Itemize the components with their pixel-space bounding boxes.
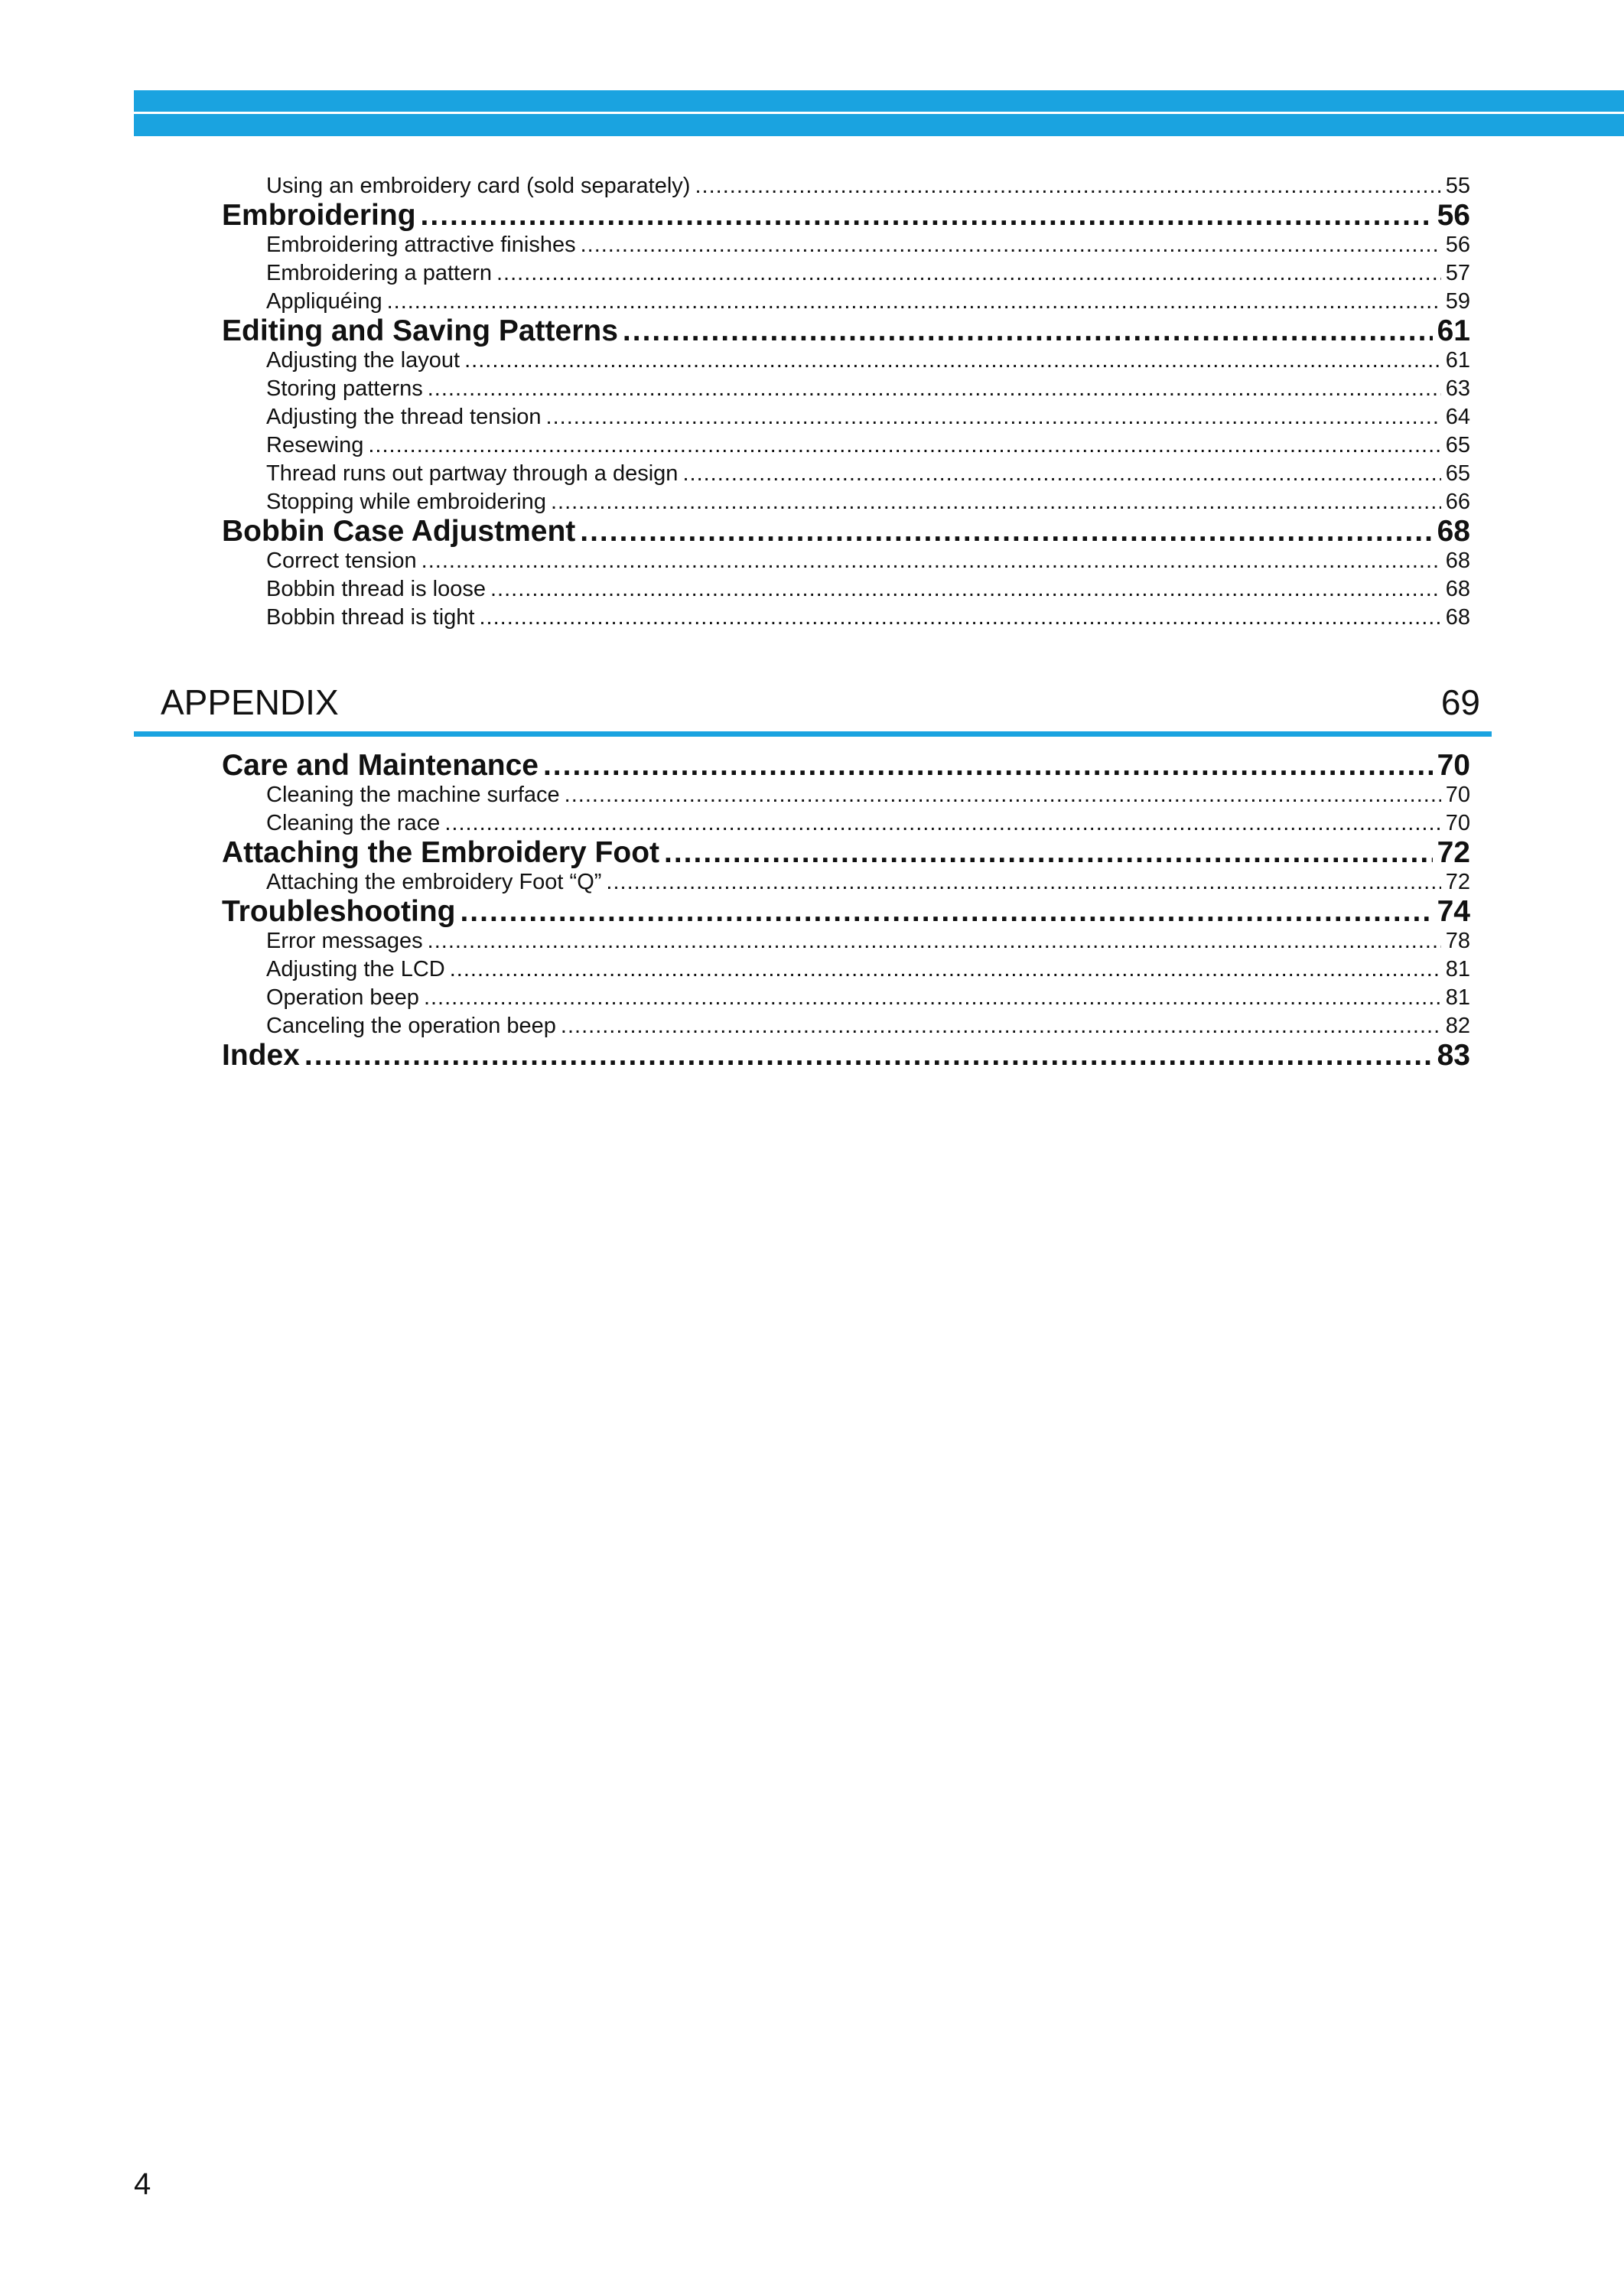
- toc-entry-page: 68: [1445, 549, 1470, 573]
- dot-leader: [450, 955, 1441, 984]
- toc-entry-label: Error messages: [266, 929, 423, 953]
- toc-entry-page: 55: [1445, 174, 1470, 198]
- toc-entry[interactable]: [222, 488, 1470, 516]
- toc-entry-label: Operation beep: [266, 985, 419, 1010]
- toc-entry-page: 82: [1445, 1014, 1470, 1038]
- toc-entry-label: Cleaning the machine surface: [266, 783, 560, 807]
- appendix-page: 69: [1440, 682, 1480, 722]
- dot-leader: [428, 927, 1441, 955]
- toc-entry-page: 81: [1445, 957, 1470, 981]
- dot-leader: [543, 750, 1433, 781]
- dot-leader: [479, 604, 1440, 632]
- dot-leader: [623, 316, 1433, 347]
- toc-heading-page: 68: [1437, 515, 1470, 548]
- toc-entry-page: 65: [1445, 433, 1470, 457]
- toc-heading-label: Bobbin Case Adjustment: [222, 515, 576, 548]
- toc-entry-page: 56: [1445, 233, 1470, 257]
- toc-section-heading[interactable]: [222, 200, 1470, 231]
- toc-entry[interactable]: [222, 955, 1470, 984]
- dot-leader: [421, 547, 1441, 575]
- toc-entry-page: 68: [1445, 605, 1470, 630]
- toc-entry-page: 78: [1445, 929, 1470, 953]
- dot-leader: [561, 1012, 1441, 1040]
- toc-heading-page: 56: [1437, 199, 1470, 232]
- toc-appendix-section: [222, 750, 1470, 1071]
- page-number: 4: [134, 2167, 151, 2201]
- dot-leader: [682, 460, 1440, 488]
- toc-entry-page: 65: [1445, 461, 1470, 486]
- dot-leader: [580, 516, 1432, 547]
- toc-entry-page: 63: [1445, 376, 1470, 401]
- dot-leader: [606, 868, 1440, 897]
- toc-entry-page: 68: [1445, 577, 1470, 601]
- toc-entry-label: Appliquéing: [266, 289, 382, 314]
- dot-leader: [421, 200, 1433, 231]
- toc-heading-page: 70: [1437, 749, 1470, 782]
- dot-leader: [424, 984, 1441, 1012]
- toc-entry-label: Embroidering attractive finishes: [266, 233, 576, 257]
- dot-leader: [368, 431, 1440, 460]
- toc-entry-page: 59: [1445, 289, 1470, 314]
- dot-leader: [695, 172, 1440, 200]
- toc-heading-page: 61: [1437, 314, 1470, 347]
- toc-entry[interactable]: [222, 231, 1470, 259]
- dot-leader: [304, 1040, 1433, 1071]
- toc-entry[interactable]: [222, 259, 1470, 288]
- toc-entry-page: 66: [1445, 490, 1470, 514]
- toc-heading-label: Embroidering: [222, 199, 416, 232]
- dot-leader: [551, 488, 1441, 516]
- toc-entry[interactable]: [222, 984, 1470, 1012]
- toc-entry[interactable]: [222, 431, 1470, 460]
- toc-entry-page: 64: [1445, 405, 1470, 429]
- toc-entry[interactable]: [222, 172, 1470, 200]
- toc-entry-label: Resewing: [266, 433, 364, 457]
- toc-section-heading[interactable]: [222, 897, 1470, 927]
- toc-section-heading[interactable]: [222, 838, 1470, 868]
- toc-entry-label: Storing patterns: [266, 376, 423, 401]
- toc-entry[interactable]: [222, 347, 1470, 375]
- toc-entry-label: Correct tension: [266, 549, 417, 573]
- toc-entry[interactable]: [222, 403, 1470, 431]
- toc-entry-page: 61: [1445, 348, 1470, 373]
- toc-heading-page: 74: [1437, 895, 1470, 928]
- toc-heading-label: Attaching the Embroidery Foot: [222, 836, 660, 869]
- toc-entry-page: 81: [1445, 985, 1470, 1010]
- toc-entry-label: Canceling the operation beep: [266, 1014, 556, 1038]
- toc-entry[interactable]: [222, 375, 1470, 403]
- dot-leader: [464, 347, 1441, 375]
- toc-section-heading[interactable]: [222, 316, 1470, 347]
- toc-entry[interactable]: [222, 460, 1470, 488]
- dot-leader: [444, 809, 1440, 838]
- dot-leader: [428, 375, 1441, 403]
- toc-entry-page: 57: [1445, 261, 1470, 285]
- toc-entry-label: Stopping while embroidering: [266, 490, 546, 514]
- toc-entry-label: Attaching the embroidery Foot “Q”: [266, 870, 602, 894]
- toc-heading-page: 72: [1437, 836, 1470, 869]
- dot-leader: [460, 897, 1432, 927]
- toc-entry-page: 70: [1445, 811, 1470, 835]
- toc-heading-page: 83: [1437, 1039, 1470, 1072]
- toc-top-section: [222, 172, 1470, 632]
- dot-leader: [581, 231, 1441, 259]
- toc-entry[interactable]: [222, 868, 1470, 897]
- toc-entry-page: 70: [1445, 783, 1470, 807]
- toc-section-heading[interactable]: [222, 750, 1470, 781]
- toc-entry[interactable]: [222, 781, 1470, 809]
- toc-entry[interactable]: [222, 604, 1470, 632]
- toc-entry[interactable]: [222, 809, 1470, 838]
- toc-entry-label: Using an embroidery card (sold separately): [266, 174, 691, 198]
- toc-heading-label: Index: [222, 1039, 300, 1072]
- toc-heading-label: Editing and Saving Patterns: [222, 314, 618, 347]
- toc-entry-label: Cleaning the race: [266, 811, 441, 835]
- toc-entry-label: Thread runs out partway through a design: [266, 461, 679, 486]
- toc-entry-page: 72: [1445, 870, 1470, 894]
- dot-leader: [387, 288, 1441, 316]
- toc-entry[interactable]: [222, 575, 1470, 604]
- appendix-title: APPENDIX: [161, 682, 339, 722]
- header-band-stripe: [134, 112, 1624, 114]
- toc-entry-label: Adjusting the LCD: [266, 957, 445, 981]
- toc-entry-label: Embroidering a pattern: [266, 261, 492, 285]
- dot-leader: [565, 781, 1441, 809]
- toc-entry-label: Adjusting the thread tension: [266, 405, 542, 429]
- toc-heading-label: Care and Maintenance: [222, 749, 539, 782]
- dot-leader: [490, 575, 1441, 604]
- dot-leader: [546, 403, 1441, 431]
- header-color-band: [134, 90, 1624, 136]
- dot-leader: [664, 838, 1433, 868]
- appendix-chapter-heading[interactable]: [161, 681, 1480, 724]
- toc-entry[interactable]: [222, 1012, 1470, 1040]
- toc-entry[interactable]: [222, 547, 1470, 575]
- appendix-divider: [134, 731, 1492, 737]
- toc-entry-label: Adjusting the layout: [266, 348, 461, 373]
- toc-entry-label: Bobbin thread is tight: [266, 605, 475, 630]
- toc-section-heading[interactable]: [222, 1040, 1470, 1071]
- toc-entry[interactable]: [222, 927, 1470, 955]
- dot-leader: [496, 259, 1441, 288]
- toc-heading-label: Troubleshooting: [222, 895, 456, 928]
- toc-entry-label: Bobbin thread is loose: [266, 577, 486, 601]
- toc-entry[interactable]: [222, 288, 1470, 316]
- toc-section-heading[interactable]: [222, 516, 1470, 547]
